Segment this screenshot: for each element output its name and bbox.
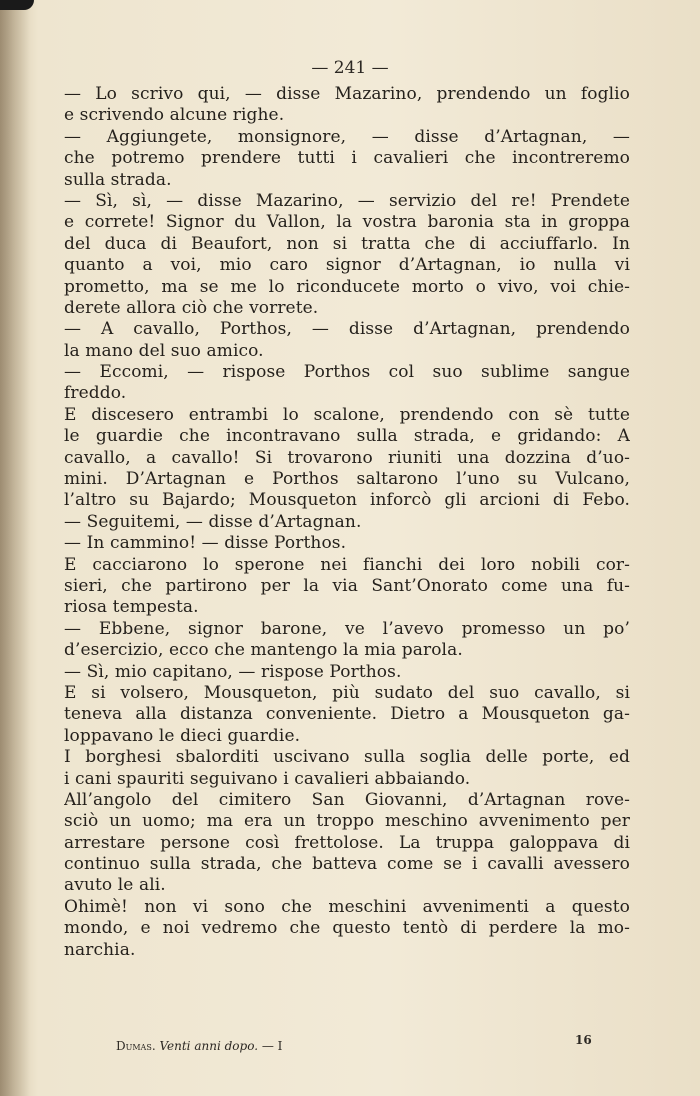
text-line: teneva alla distanza conveniente. Dietro a Mousqueton ga- bbox=[64, 704, 630, 725]
text-line: d’esercizio, ecco che mantengo la mia parola. bbox=[64, 640, 463, 661]
text-line: I borghesi sbalorditi uscivano sulla soglia delle porte, ed bbox=[64, 747, 630, 768]
footer-signature-mark: 16 bbox=[575, 1033, 592, 1047]
text-line: E discesero entrambi lo scalone, prendendo con sè tutte bbox=[64, 404, 630, 425]
text-line: narchia. bbox=[64, 939, 136, 960]
text-line: — Sì, sì, — disse Mazarino, — servizio del re! Prendete bbox=[64, 190, 630, 211]
text-line: derete allora ciò che vorrete. bbox=[64, 297, 319, 318]
text-line: E si volsero, Mousqueton, più sudato del suo cavallo, si bbox=[64, 682, 630, 703]
text-line: — Lo scrivo qui, — disse Mazarino, prendendo un foglio bbox=[64, 84, 630, 104]
footer-title-text: Venti anni dopo. bbox=[159, 1039, 259, 1053]
text-line: le guardie che incontravano sulla strada, e gridando: A bbox=[64, 426, 630, 447]
text-line: prometto, ma se me lo riconducete morto o vivo, voi chie- bbox=[64, 276, 630, 297]
text-line: loppavano le dieci guardie. bbox=[64, 725, 301, 746]
corner-dark-mark bbox=[0, 0, 34, 10]
text-line: mini. D’Artagnan e Porthos saltarono l’uno su Vulcano, bbox=[64, 469, 630, 490]
text-line: Ohimè! non vi sono che meschini avvenimenti a questo bbox=[64, 896, 630, 917]
text-line: — In cammino! — disse Porthos. bbox=[64, 533, 347, 554]
binding-gutter-shadow bbox=[0, 0, 30, 1096]
body-text bbox=[64, 84, 630, 961]
text-line: sciò un uomo; ma era un troppo meschino avvenimento per bbox=[64, 811, 630, 832]
text-line: — Sì, mio capitano, — rispose Porthos. bbox=[64, 661, 402, 682]
text-line: arrestare persone così frettolose. La truppa galoppava di bbox=[64, 832, 630, 853]
text-line: sieri, che partirono per la via Sant’Onorato come una fu- bbox=[64, 575, 630, 596]
text-line: del duca di Beaufort, non si tratta che di acciuffarlo. In bbox=[64, 233, 630, 254]
text-line: che potremo prendere tutti i cavalieri che incontreremo bbox=[64, 148, 630, 169]
text-line: e scrivendo alcune righe. bbox=[64, 105, 285, 126]
footer-author: Dumas. bbox=[116, 1039, 156, 1053]
text-line: e correte! Signor du Vallon, la vostra baronia sta in groppa bbox=[64, 212, 630, 233]
page-number: — 241 — bbox=[311, 58, 389, 78]
text-line: cavallo, a cavallo! Si trovarono riuniti una dozzina d’uo- bbox=[64, 447, 630, 468]
text-line: All’angolo del cimitero San Giovanni, d’Artagnan rove- bbox=[64, 789, 630, 810]
footer-volume: — I bbox=[261, 1039, 283, 1053]
text-line: avuto le ali. bbox=[64, 875, 166, 896]
text-line: — Aggiungete, monsignore, — disse d’Artagnan, — bbox=[64, 126, 630, 147]
text-line: continuo sulla strada, che batteva come se i cavalli avessero bbox=[64, 854, 630, 875]
text-line: i cani spauriti seguivano i cavalieri abbaiando. bbox=[64, 768, 471, 789]
text-line: — A cavallo, Porthos, — disse d’Artagnan, prendendo bbox=[64, 319, 630, 340]
text-line: sulla strada. bbox=[64, 169, 172, 190]
text-line: — Ebbene, signor barone, ve l’avevo promesso un po’ bbox=[64, 618, 630, 639]
text-line: — Seguitemi, — disse d’Artagnan. bbox=[64, 511, 362, 532]
text-line: quanto a voi, mio caro signor d’Artagnan, io nulla vi bbox=[64, 255, 630, 276]
text-line: riosa tempesta. bbox=[64, 597, 199, 618]
text-line: E cacciarono lo sperone nei fianchi dei loro nobili cor- bbox=[64, 554, 630, 575]
text-line: l’altro su Bajardo; Mousqueton inforcò gli arcioni di Febo. bbox=[64, 490, 630, 511]
footer-book-title bbox=[116, 1039, 282, 1053]
text-line: mondo, e noi vedremo che questo tentò di perdere la mo- bbox=[64, 918, 630, 939]
text-line: freddo. bbox=[64, 383, 127, 404]
text-line: la mano del suo amico. bbox=[64, 340, 264, 361]
text-line: — Eccomi, — rispose Porthos col suo sublime sangue bbox=[64, 362, 630, 383]
